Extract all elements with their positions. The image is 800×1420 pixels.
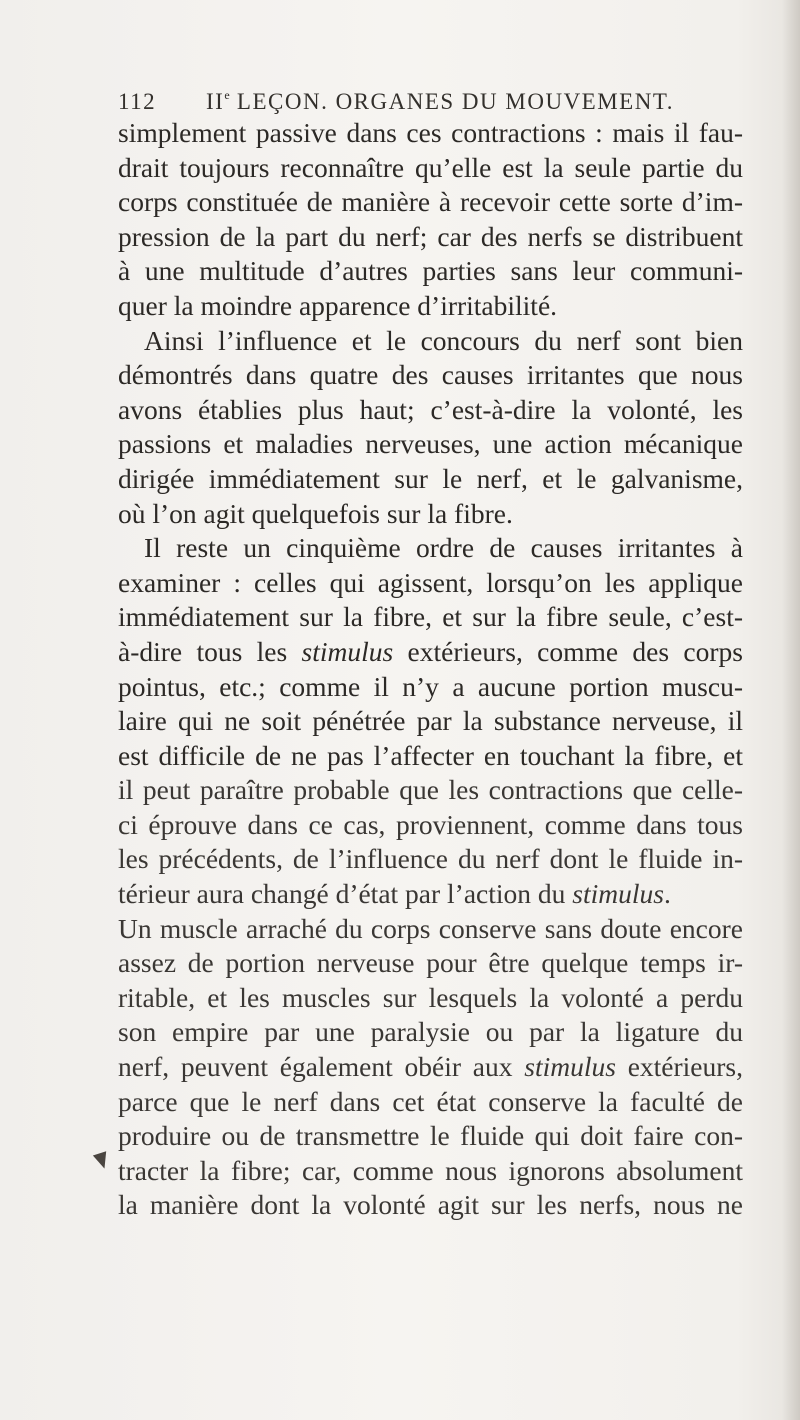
text-line: assez de portion nerveuse pour être quelque temps ir- (118, 947, 743, 979)
text-line (118, 877, 743, 912)
text-line: avons établies plus haut; c’est-à-dire la volonté, les (118, 393, 743, 425)
text-line: la manière dont la volonté agit sur les nerfs, nous ne (118, 1189, 743, 1221)
italic-term: stimulus (572, 878, 664, 910)
text-line: examiner : celles qui agissent, lorsqu’on les applique (118, 566, 743, 598)
text-segment: à-dire tous les (118, 635, 302, 667)
text-line: drait toujours reconnaître qu’elle est la seule partie du (118, 151, 743, 183)
text-line: parce que le nerf dans cet état conserve la faculté de (118, 1085, 743, 1117)
body-text (118, 116, 743, 1223)
italic-term: stimulus (301, 635, 394, 667)
text-line: immédiatement sur la fibre, et sur la fibre seule, c’est- (118, 601, 743, 633)
text-segment: extérieurs, comme des corps (393, 635, 743, 667)
text-line: produire ou de transmettre le fluide qui doit faire con- (118, 1120, 743, 1152)
text-segment: . (663, 878, 671, 910)
running-title: LEÇON. ORGANES DU MOUVEMENT. (236, 89, 674, 114)
text-line: simplement passive dans ces contractions : mais il fau- (118, 117, 743, 148)
text-line: dirigée immédiatement sur le nerf, et le galvanisme, (118, 462, 743, 494)
page-edge-shadow (782, 0, 800, 1420)
running-head (118, 88, 738, 115)
text-line (118, 635, 743, 670)
text-line: à une multitude d’autres parties sans leur communi- (118, 255, 743, 287)
text-line: il peut paraître probable que les contractions que celle- (118, 774, 743, 806)
text-line: passions et maladies nerveuses, une action mécanique (118, 428, 743, 460)
text-segment: nerf, peuvent également obéir aux (118, 1051, 525, 1083)
text-line: Ainsi l’influence et le concours du nerf sont bien (144, 324, 743, 356)
text-line: corps constituée de manière à recevoir cette sorte d’im- (118, 186, 743, 218)
text-segment: térieur aura changé d’état par l’action du (118, 878, 573, 910)
text-line: pression de la part du nerf; car des nerfs se distribuent (118, 220, 743, 252)
text-line: où l’on agit quelquefois sur la fibre. (118, 497, 513, 529)
text-segment: extérieurs, (615, 1051, 743, 1083)
text-line: ritable, et les muscles sur lesquels la volonté a perdu (118, 981, 743, 1013)
text-line: son empire par une paralysie ou par la ligature du (118, 1016, 743, 1048)
margin-mark (93, 1151, 111, 1171)
text-line: ci éprouve dans ce cas, proviennent, comme dans tous (118, 808, 743, 840)
text-line: est difficile de ne pas l’affecter en touchant la fibre, et (118, 739, 743, 771)
text-line: quer la moindre apparence d’irritabilité. (118, 289, 558, 321)
text-line: les précédents, de l’influence du nerf dont le fluide in- (118, 843, 743, 875)
text-line: Un muscle arraché du corps conserve sans doute encore (118, 912, 743, 944)
text-line: tracter la fibre; car, comme nous ignorons absolument (118, 1154, 743, 1186)
lesson-number: IIe (206, 88, 230, 114)
text-line: démontrés dans quatre des causes irritantes que nous (118, 359, 743, 391)
page-number: 112 (118, 89, 157, 114)
text-line: laire qui ne soit pénétrée par la substance nerveuse, il (118, 705, 743, 737)
text-line: pointus, etc.; comme il n’y a aucune portion muscu- (118, 670, 743, 702)
text-line: Il reste un cinquième ordre de causes irritantes à (144, 532, 743, 564)
text-line (118, 1050, 743, 1085)
italic-term: stimulus (524, 1051, 616, 1083)
